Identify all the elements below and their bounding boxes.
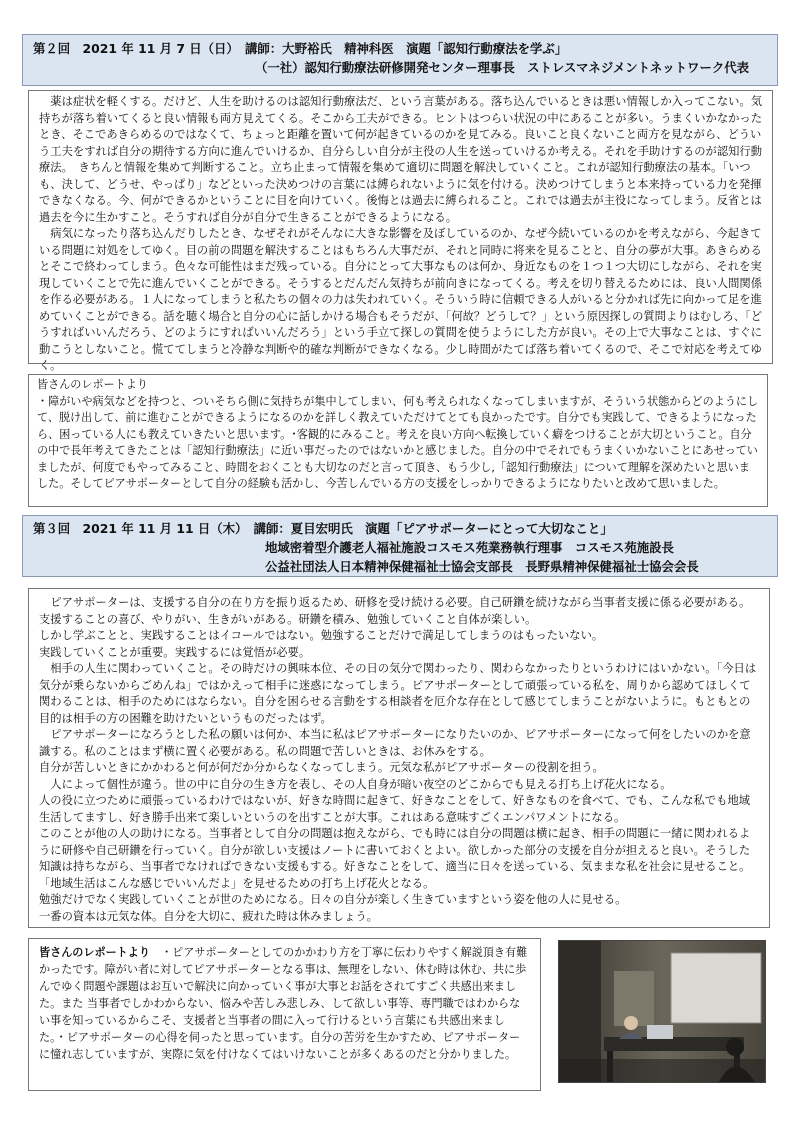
lecture-photo <box>558 940 766 1083</box>
session2-lecturer-org: （一社）認知行動療法研修開発センター理事長 ストレスマネジメントネットワーク代表 <box>255 60 750 75</box>
session3-paragraph: 勉強だけでなく実践していくことが世のためになる。日々の自分が楽しく生きていますという姿を他の人に見せる。 <box>39 893 627 906</box>
session3-paragraph: 人によって個性が違う。世の中に自分の生き方を表し、その人自身が暗い夜空のどこからでも見える打ち上げ花火になる。 <box>50 777 672 791</box>
session3-paragraph: 自分が苦しいときにかかわると何が何だか分からなくなってしまう。元気な私がピアサポーターの役割を担う。 <box>39 761 604 774</box>
session3-paragraph: 一番の資本は元気な体。自分を大切に、疲れた時は休みましょう。 <box>39 909 378 923</box>
lecture-photo-illustration <box>559 941 765 1082</box>
session3-paragraph: 実践していくことが重要。実践するには覚悟が必要。 <box>39 645 311 659</box>
session3-paragraph: ピアサポーターは、支援する自分の在り方を振り返るため、研修を受け続ける必要。自己研鑽を続けながら当事者支援に係る必要がある。支援することの喜び、やりがい、生きがいがある。研鑽を積み、勉強していくこと自体が楽しい。 <box>39 596 751 626</box>
session3-reports <box>28 938 541 1091</box>
session2-header <box>22 34 778 86</box>
session3-summary <box>28 588 770 928</box>
session3-paragraph: ピアサポーターになろうとした私の願いは何か、本当に私はピアサポーターになりたいのか、ピアサポーターになって何をしたいのかを意識する。私のことはまず横に置く必要がある。私の問題で苦しいときは、お休みをする。 <box>39 728 751 758</box>
session2-reports <box>28 374 768 507</box>
session2-report-text: ・障がいや病気などを持つと、ついそちら側に気持ちが集中してしまい、何も考えられなくなってしまいますが、そういう状態からどのようにして、脱け出して、前に進むことができるようになるのかを詳しく教えていただけてとても良かったです。自分でも実践して、できるようになったら、困っている人にも教えていきたいと思います。･客観的にみること。考えを良い方向へ転換していく癖をつけることが大切ということ。自分の中で長年考えてきたことは「認知行動療法」に近い事だったのではないかと感じました。自分の中でそれでもうまくいかないことにあせっていましたが、何度でもやってみること、時間をおくことも大切なのだと言って頂き、もう少し,「認知行動療法」について理解を深めたいと思いました。そしてピアサポーターとして自分の経験も活かし、今苦しんでいる方の支援をしっかりできるようになりたいと改めて思いました。 <box>37 394 759 490</box>
session3-lecturer-org2: 公益社団法人日本精神保健福祉士協会支部長 長野県精神保健福祉士協会会長 <box>265 559 699 574</box>
session3-header <box>22 515 778 577</box>
session2-paragraph: 薬は症状を軽くする。だけど、人生を助けるのは認知行動療法だ、という言葉がある。落ち込んでいるときは悪い情報しか入ってこない。気持ちが落ち着いてくると良い情報も両方見えてくる。そこから工夫ができる。ヒントはつらい状況の中にあることが多い。うまくいかなかったとき、そこであきらめるのではなくて、ちょっと距離を置いて何が起きているのかを見てみる。良いこと良くないこと両方を見ながら、どういう工夫をすれば自分の期待する方向に進んでいけるか、自分らしい自分が主役の人生を送っていけるか考える。それを手助けするのが認知行動療法。 きちんと情報を集めて判断すること。立ち止まって情報を集めて適切に問題を解決していくこと。これが認知行動療法の基本。「いつも、決して、どうせ、やっぱり」などといった決めつけの言葉には縛られないように気を付ける。決めつけてしまうと本来持っている力を発揮できなくなる。今、何ができるかということに目を向けていく。後悔とは過去に縛られること。これでは過去が主役になってしまう。反省とは過去を今に生かすこと。そうすれば自分が自分で生きることができるようになる。 <box>39 95 763 224</box>
session2-paragraph: 病気になったり落ち込んだりしたとき、なぜそれがそんなに大きな影響を及ぼしているのか、なぜ今続いているのかを考えながら、今起きている問題に対処をしてゆく。目の前の問題を解決することはもちろん大事だが、それと同時に将来を見ることと、自分の夢が大事。あきらめるとそこで終わってしまう。色々な可能性はまだ残っている。自分にとって大事なものは何か、身近なものを１つ１つ大切にしながら、それを実現していくことで先に進んでいくことができる。そうするとだんだん気持ちが前向きになってくる。考えを切り替えるためには、良い人間関係を作る必要がある。１人になってしまうと私たちの個々の力は失われていく。そういう時に信頼できる人がいると分かれば先に向かって足を進めていくことができる。話を聴く場合と自分の心に話しかける場合もそうだが、「何故？どうして？」という原因探しの質問よりはむしろ、「どうすればいいんだろう、どのようにすればいいんだろう」という手立て探しの質問を使うようにした方が良い。その上で大事なことは、すぐに動こうとしないこと。慌ててしまうと冷静な判断や的確な判断ができなくなる。少し時間がたてば落ち着いてくるので、そこで対応を考えてゆく。 <box>39 227 763 372</box>
session3-lecturer-org1: 地域密着型介護老人福祉施設コスモス苑業務執行理事 コスモス苑施設長 <box>265 540 674 555</box>
session3-paragraph: 相手の人生に関わっていくこと。その時だけの興味本位、その日の気分で関わったり、関わらなかったりというわけにはいかない。「今日は気分が乗らないからごめんね」ではかえって相手に迷惑になってしまう。ピアサポーターとして頑張っている私を、周りから認めてほしくて関わることは、相手のためにはならない。自分を困らせる言動をする相談者を厄介な存在として感じてしまうことがないように。もともとの目的は相手の方の困難を助けたいというものだったはず。 <box>39 662 757 725</box>
session2-summary <box>28 90 773 372</box>
session3-paragraph: 人の役に立つために頑張っているわけではないが、好きな時間に起きて、好きなことをして、好きなものを食べて、でも、こんな私でも地域生活してますし、好き勝手出来て楽しいというのを出すことが大事。これはある意味すごくエンパワメントになる。 <box>39 794 751 824</box>
session3-report-text: ・ピアサポーターとしてのかかわり方を丁寧に伝わりやすく解説頂き有難かったです。障がい者に対してピアサポーターとなる事は、無理をしない、休む時は休む、共に歩んでゆく問題や課題はお互いで解決に向かっていく事が大事とお話をされてすごく共感出来ました。また 当事者でしかわからない、悩みや苦しみ悲しみ、して欲しい事等、専門職ではわからない事を知っているからこそ、支援者と当事者の間に入って行けるという言葉にも共感出来ました。・ピアサポーターの心得を伺ったと思っています。自分の苦労を生かすため、ピアサポーターに憧れ志していますが、実際に気を付けなくてはいけないことが多くあるのだと分かりました。 <box>39 946 528 1061</box>
session2-title: 第２回 2021 年 11 月 7 日（日） 講師：大野裕氏 精神科医 演題「認知行動療法を学ぶ」 <box>33 41 568 56</box>
session3-paragraph: しかし学ぶことと、実践することはイコールではない。勉強することだけで満足してしまうのはもったいない。 <box>39 629 604 642</box>
session3-report-heading: 皆さんのレポートより <box>39 946 150 959</box>
session3-paragraph: このことが他の人の助けになる。当事者として自分の問題は抱えながら、でも時には自分の問題は横に起き、相手の問題に一緒に関われるように研修や自己研鑽を行っていく。自分が欲しい支援はノートに書いておくとよい。欲しかった部分の支援を自分が担えると良い。そうした知識は持ちながら、当事者でなければできない支援もする。好きなことをして、適当に日々を送っている、気ままな私を社会に見せること。「地域生活はこんな感じでいいんだよ」を見せるための打ち上げ花火となる。 <box>39 827 751 890</box>
session2-report-heading: 皆さんのレポートより <box>37 378 148 391</box>
session3-title: 第３回 2021 年 11 月 11 日（木） 講師：夏目宏明氏 演題「ピアサポーターにとって大切なこと」 <box>33 521 613 536</box>
